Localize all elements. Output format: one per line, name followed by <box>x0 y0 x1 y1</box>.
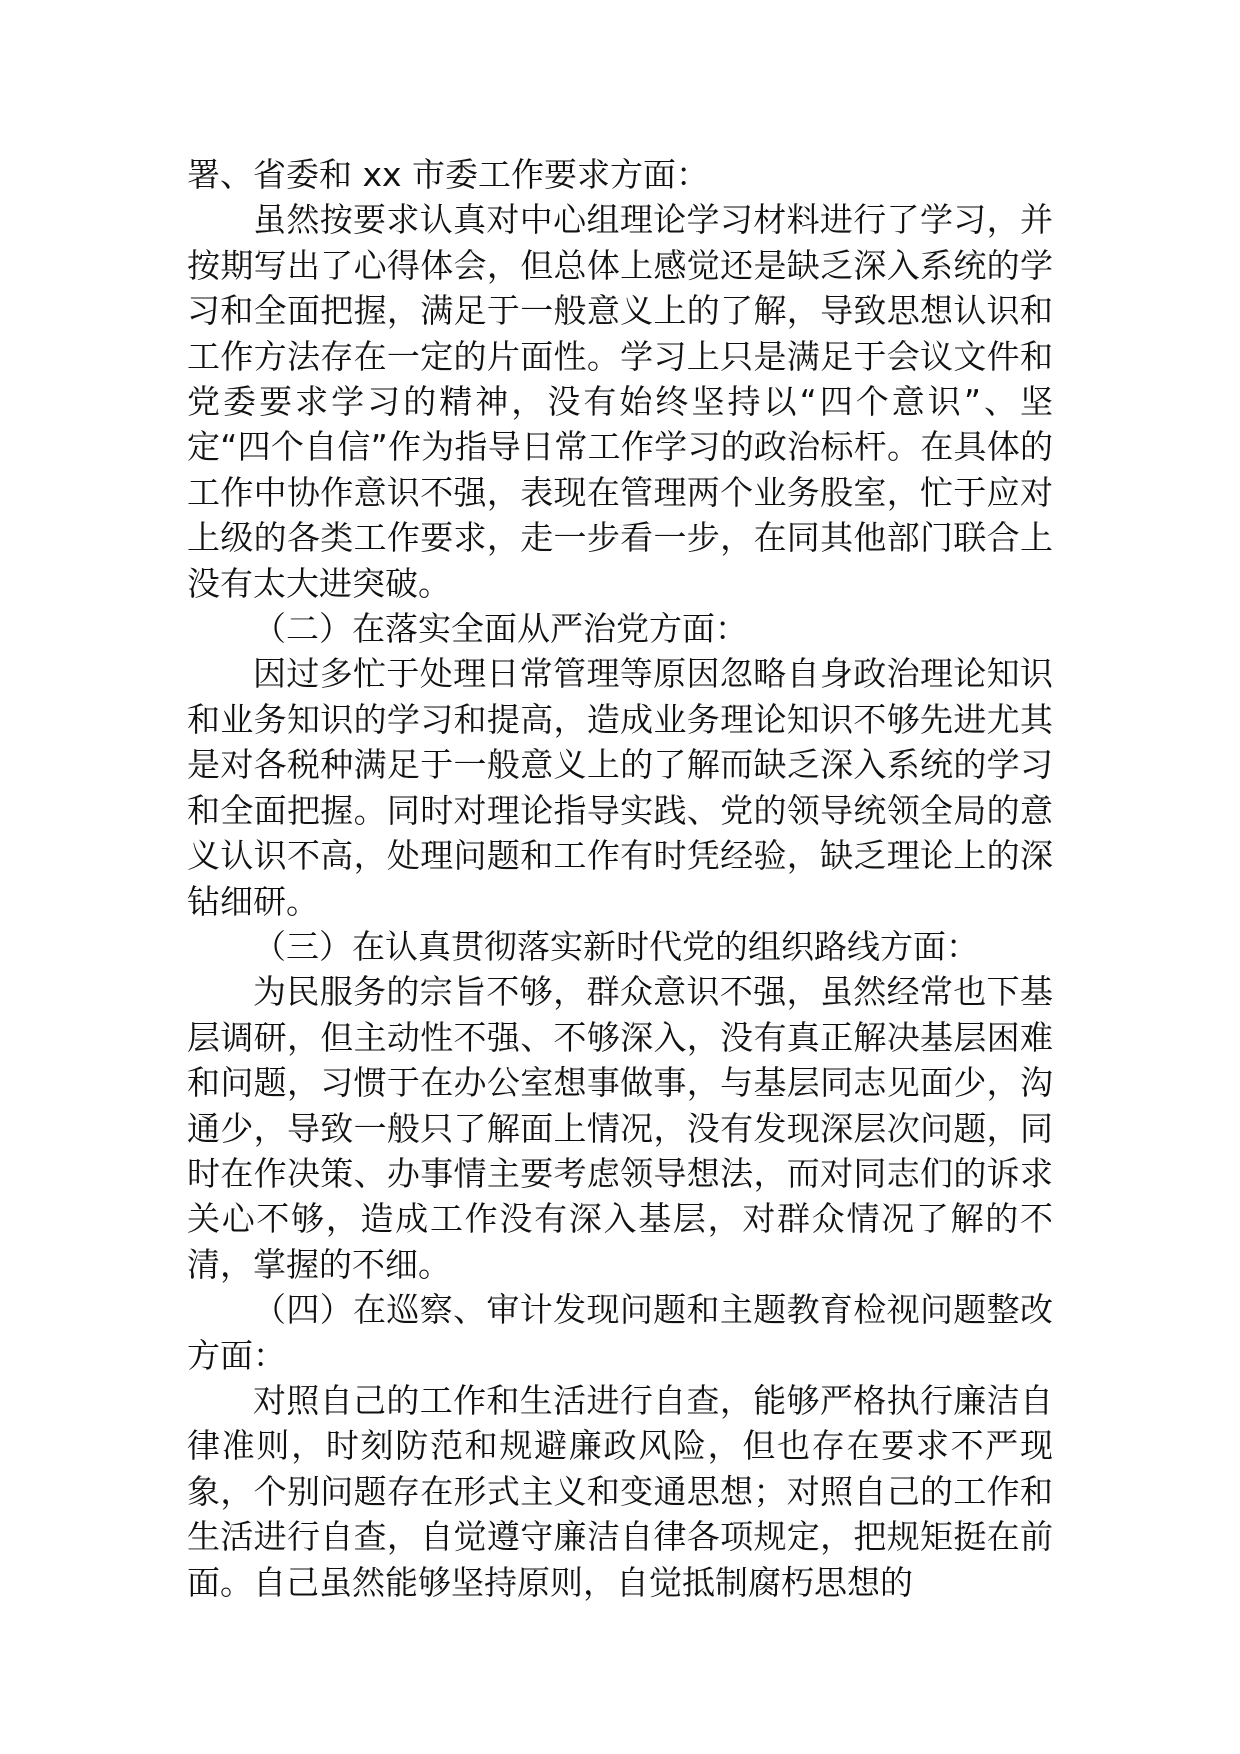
section-heading-2: （二）在落实全面从严治党方面： <box>253 609 748 649</box>
paragraph-study-self-review: 虽然按要求认真对中心组理论学习材料进行了学习，并按期写出了心得体会，但总体上感觉还是缺乏深入系统的学习和全面把握，满足于一般意义上的了解，导致思想认识和工作方法存在一定的片面性。学习上只是满足于会议文件和党委要求学习的精神，没有始终坚持以“四个意识”、坚定“四个自信”作为指导日常工作学习的政治标杆。在具体的工作中协作意识不强，表现在管理两个业务股室，忙于应对上级的各类工作要求，走一步看一步，在同其他部门联合上没有太大进突破。 <box>187 200 1053 603</box>
document-page <box>187 152 1053 1605</box>
paragraph-inspection-rectification: 对照自己的工作和生活进行自查，能够严格执行廉洁自律准则，时刻防范和规避廉政风险，但也存在要求不严现象，个别问题存在形式主义和变通思想；对照自己的工作和生活进行自查，自觉遵守廉洁自律各项规定，把规矩挺在前面。自己虽然能够坚持原则，自觉抵制腐朽思想的 <box>187 1380 1053 1602</box>
paragraph-continuation: 署、省委和 xx 市委工作要求方面： <box>187 155 710 194</box>
section-heading-3: （三）在认真贯彻落实新时代党的组织路线方面： <box>253 926 979 966</box>
section-heading-4: （四）在巡察、审计发现问题和主题教育检视问题整改方面： <box>187 1290 1053 1375</box>
paragraph-organizational-line: 为民服务的宗旨不够，群众意识不强，虽然经常也下基层调研，但主动性不强、不够深入，没有真正解决基层困难和问题，习惯于在办公室想事做事，与基层同志见面少，沟通少，导致一般只了解面上情况，没有发现深层次问题，同时在作决策、办事情主要考虑领导想法，而对同志们的诉求关心不够，造成工作没有深入基层，对群众情况了解的不清，掌握的不细。 <box>187 972 1053 1284</box>
paragraph-party-discipline: 因过多忙于处理日常管理等原因忽略自身政治理论知识和业务知识的学习和提高，造成业务理论知识不够先进尤其是对各税种满足于一般意义上的了解而缺乏深入系统的学习和全面把握。同时对理论指导实践、党的领导统领全局的意义认识不高，处理问题和工作有时凭经验，缺乏理论上的深钻细研。 <box>187 654 1053 921</box>
